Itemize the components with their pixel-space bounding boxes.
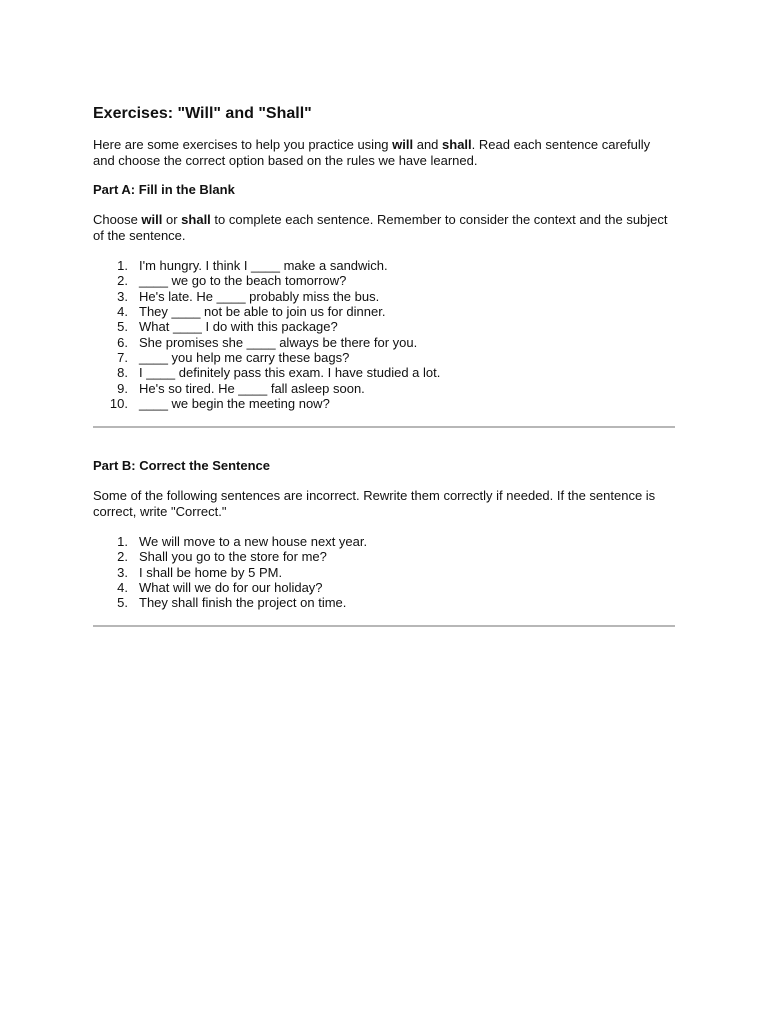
item-text: I shall be home by 5 PM.: [139, 564, 283, 580]
list-item: [93, 319, 440, 334]
item-number: 1.: [117, 258, 128, 273]
item-text: Shall you go to the store for me?: [139, 549, 327, 565]
item-number: 4.: [117, 304, 128, 320]
item-number: 5.: [117, 595, 128, 611]
list-item: [93, 350, 440, 365]
list-item: [93, 304, 440, 319]
part-b-instructions: Some of the following sentences are incorrect. Rewrite them correctly if needed. If the sentence is correct, write "Correct.": [93, 488, 656, 519]
list-item: [93, 595, 367, 610]
item-text: What ____ I do with this package?: [139, 319, 338, 335]
part-a-heading: Part A: Fill in the Blank: [93, 182, 235, 197]
list-item: [93, 580, 367, 595]
intro-text-1: Here are some exercises to help you practice using: [93, 137, 393, 152]
list-item: [93, 335, 440, 350]
list-item: [93, 565, 367, 580]
item-text: I ____ definitely pass this exam. I have studied a lot.: [139, 365, 441, 381]
item-number: 6.: [117, 334, 128, 350]
part-a-exercise-list: [93, 258, 440, 411]
item-text: She promises she ____ always be there for you.: [139, 334, 418, 350]
intro-bold-shall: shall: [442, 137, 472, 152]
intro-bold-will: will: [392, 137, 414, 152]
item-number: 2.: [117, 549, 128, 565]
list-item: [93, 273, 440, 288]
item-number: 3.: [117, 564, 128, 580]
intro-paragraph: [93, 137, 675, 168]
item-number: 5.: [117, 319, 128, 335]
item-text: ____ you help me carry these bags?: [139, 350, 350, 366]
part-a-bold-shall: shall: [181, 212, 211, 227]
section-divider: [93, 426, 675, 428]
part-a-text-2: or: [162, 212, 182, 227]
list-item: [93, 365, 440, 380]
part-a-text-1: Choose: [93, 212, 142, 227]
section-divider: [93, 625, 675, 627]
item-number: 9.: [117, 380, 128, 396]
intro-text-2: and: [413, 137, 443, 152]
list-item: [93, 381, 440, 396]
page-title: Exercises: "Will" and "Shall": [93, 105, 312, 122]
item-text: They shall finish the project on time.: [139, 595, 347, 611]
item-text: ____ we begin the meeting now?: [139, 396, 330, 412]
item-number: 7.: [117, 350, 128, 366]
item-number: 8.: [117, 365, 128, 381]
list-item: [93, 258, 440, 273]
part-a-instructions: [93, 212, 675, 243]
item-number: 1.: [117, 534, 128, 549]
item-number: 10.: [109, 396, 128, 412]
list-item: [93, 396, 440, 411]
part-b-exercise-list: [93, 534, 367, 611]
intro-text-3: . Read each sentence carefully and choose the correct option based on the rules we have learned.: [93, 137, 651, 168]
list-item: [93, 549, 367, 564]
part-a-bold-will: will: [141, 212, 163, 227]
item-number: 3.: [117, 288, 128, 304]
part-a-text-3: to complete each sentence. Remember to consider the context and the subject of the sentence.: [93, 212, 668, 243]
part-b-heading: Part B: Correct the Sentence: [93, 458, 270, 473]
item-text: He's late. He ____ probably miss the bus.: [139, 288, 380, 304]
item-text: What will we do for our holiday?: [139, 580, 323, 596]
list-item: [93, 534, 367, 549]
item-number: 2.: [117, 273, 128, 289]
item-number: 4.: [117, 580, 128, 596]
item-text: They ____ not be able to join us for dinner.: [139, 304, 386, 320]
item-text: ____ we go to the beach tomorrow?: [139, 273, 347, 289]
item-text: I'm hungry. I think I ____ make a sandwich.: [139, 258, 388, 273]
list-item: [93, 289, 440, 304]
item-text: We will move to a new house next year.: [139, 534, 368, 549]
item-text: He's so tired. He ____ fall asleep soon.: [139, 380, 365, 396]
